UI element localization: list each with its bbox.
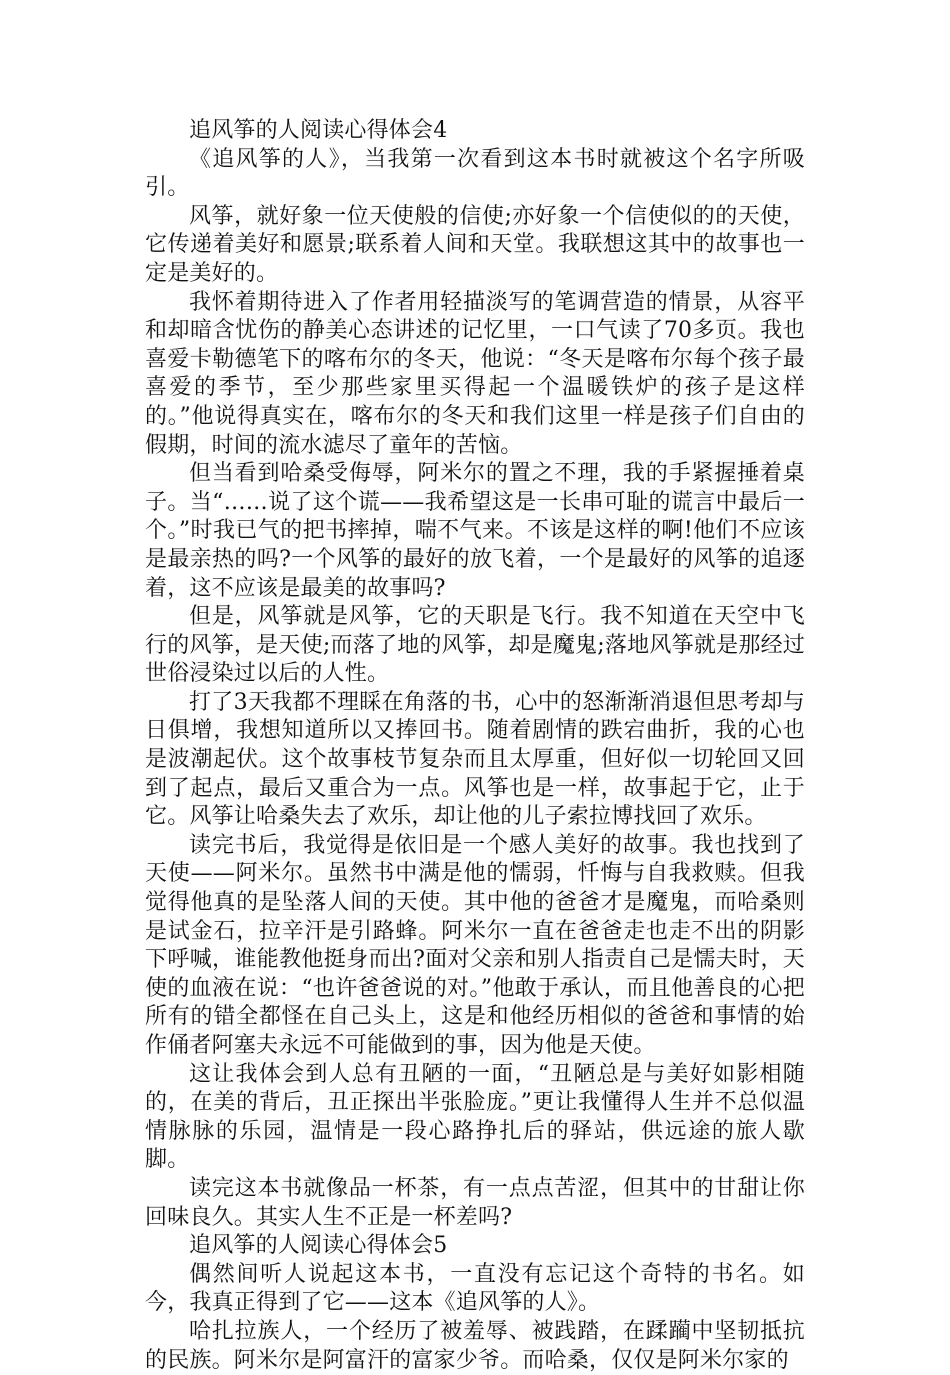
paragraph: 我怀着期待进入了作者用轻描淡写的笔调营造的情景，从容平和却暗含忧伤的静美心态讲述的记忆里，一口气读了70多页。我也喜爱卡勒德笔下的喀布尔的冬天，他说：“冬天是喀布尔每个孩子最喜爱的季节，至少那些家里买得起一个温暖铁炉的孩子是这样的。”他说得真实在，喀布尔的冬天和我们这里一样是孩子们自由的假期，时间的流水滤尽了童年的苦恼。 xyxy=(145,289,805,458)
paragraph: 偶然间听人说起这本书，一直没有忘记这个奇特的书名。如今，我真正得到了它——这本《追风筝的人》。 xyxy=(145,1261,805,1316)
document-body xyxy=(145,117,805,1375)
paragraph: 哈扎拉族人，一个经历了被羞辱、被践踏，在蹂躏中坚韧抵抗的民族。阿米尔是阿富汗的富家少爷。而哈桑，仅仅是阿米尔家的 xyxy=(145,1318,805,1373)
paragraph: 打了3天我都不理睬在角落的书，心中的怒渐渐消退但思考却与日俱增，我想知道所以又捧回书。随着剧情的跌宕曲折，我的心也是波潮起伏。这个故事枝节复杂而且太厚重，但好似一切轮回又回到了起点，最后又重合为一点。风筝也是一样，故事起于它，止于它。风筝让哈桑失去了欢乐，却让他的儿子索拉博找回了欢乐。 xyxy=(145,689,805,830)
paragraph: 读完这本书就像品一杯茶，有一点点苦涩，但其中的甘甜让你回味良久。其实人生不正是一杯差吗? xyxy=(145,1175,805,1230)
section-heading: 追风筝的人阅读心得体会4 xyxy=(189,118,448,143)
paragraph: 但是，风筝就是风筝，它的天职是飞行。我不知道在天空中飞行的风筝，是天使;而落了地的风筝，却是魔鬼;落地风筝就是那经过世俗浸染过以后的人性。 xyxy=(145,604,805,687)
paragraph: 《追风筝的人》，当我第一次看到这本书时就被这个名字所吸引。 xyxy=(145,146,805,201)
section-heading: 追风筝的人阅读心得体会5 xyxy=(189,1233,448,1259)
paragraph: 读完书后，我觉得是依旧是一个感人美好的故事。我也找到了天使——阿米尔。虽然书中满是他的懦弱，忏悔与自我救赎。但我觉得他真的是坠落人间的天使。其中他的爸爸才是魔鬼，而哈桑则是试金石，拉辛汗是引路蜂。阿米尔一直在爸爸走也走不出的阴影下呼喊，谁能教他挺身而出?面对父亲和别人指责自己是懦夫时，天使的血液在说：“也许爸爸说的对。”他敢于承认，而且他善良的心把所有的错全都怪在自己头上，这是和他经历相似的爸爸和事情的始作俑者阿塞夫永远不可能做到的事，因为他是天使。 xyxy=(145,832,805,1058)
paragraph: 风筝，就好象一位天使般的信使;亦好象一个信使似的的天使，它传递着美好和愿景;联系着人间和天堂。我联想这其中的故事也一定是美好的。 xyxy=(145,203,805,286)
paragraph: 但当看到哈桑受侮辱，阿米尔的置之不理，我的手紧握捶着桌子。当“……说了这个谎——我希望这是一长串可耻的谎言中最后一个。”时我已气的把书摔掉，喘不气来。不该是这样的啊!他们不应该是最亲热的吗?一个风筝的最好的放飞着，一个是最好的风筝的追逐着，这不应该是最美的故事吗? xyxy=(145,461,805,601)
paragraph: 这让我体会到人总有丑陋的一面，“丑陋总是与美好如影相随的，在美的背后，丑正探出半张脸庞。”更让我懂得人生并不总似温情脉脉的乐园，温情是一段心路挣扎后的驿站，供远途的旅人歇脚。 xyxy=(145,1061,805,1173)
